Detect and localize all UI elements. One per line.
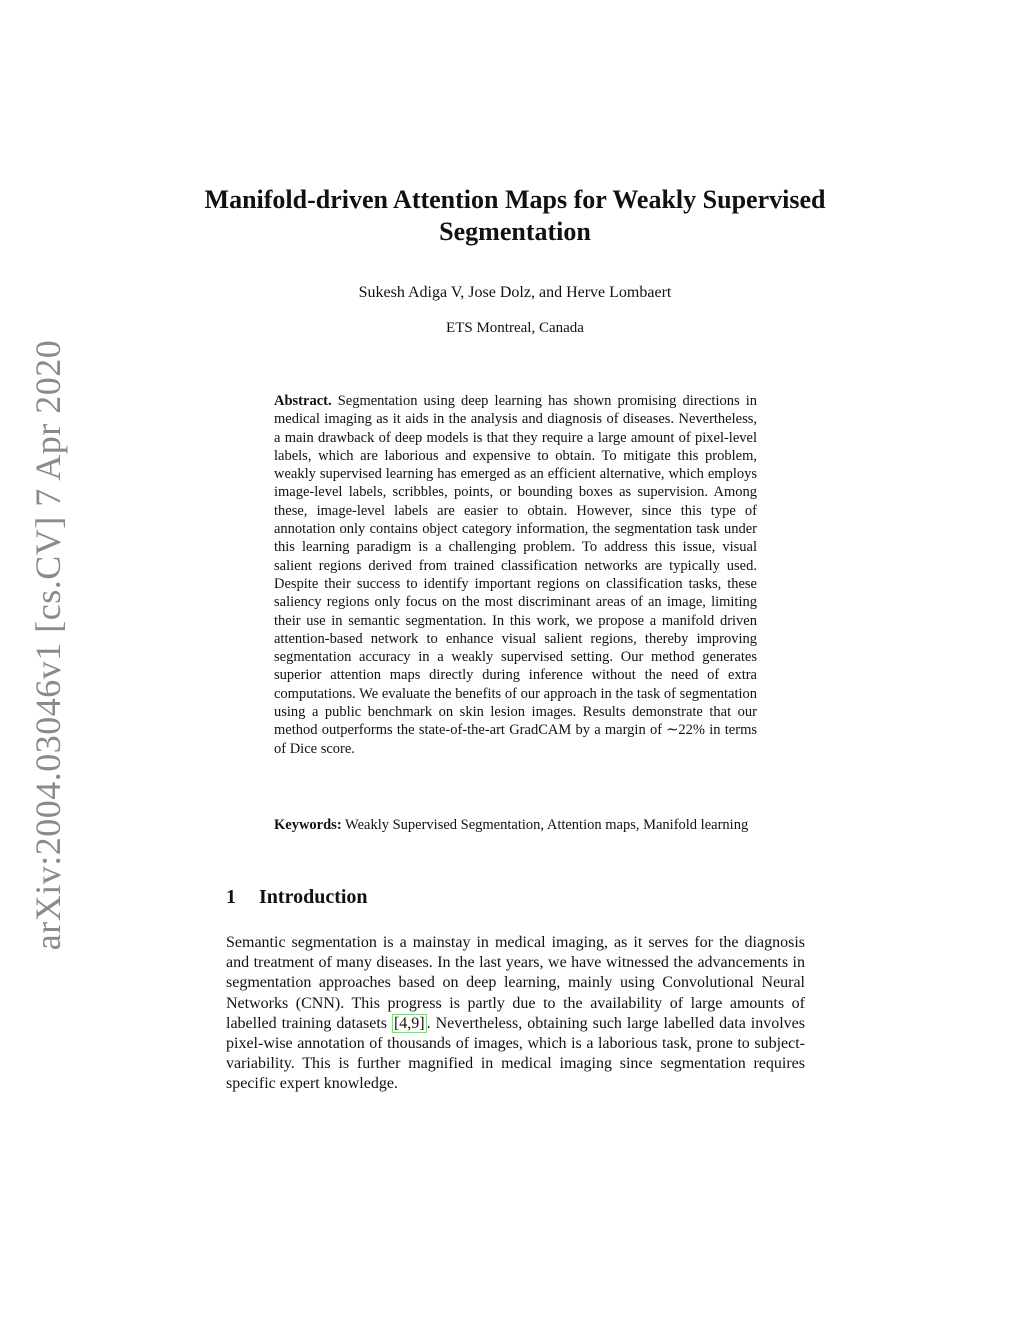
citation-open-bracket: [ xyxy=(393,1014,400,1032)
keywords-label: Keywords: xyxy=(274,817,342,833)
intro-text-part-2: . Nevertheless, obtaining such large labelled data involves pixel-wise annotation of thousands of images, which is a laborious task, prone to subject-variability. This is further magnified in medical imaging since segmentation requires specific expert knowledge. xyxy=(226,1014,805,1093)
paper-affiliation: ETS Montreal, Canada xyxy=(446,320,584,336)
keywords-text: Weakly Supervised Segmentation, Attention maps, Manifold learning xyxy=(345,817,749,833)
citation-separator: , xyxy=(407,1014,412,1032)
paper-title: Manifold-driven Attention Maps for Weakly Supervised Segmentation xyxy=(204,185,826,246)
introduction-paragraph xyxy=(226,933,805,1095)
keywords-paragraph xyxy=(274,816,757,834)
abstract-label: Abstract. xyxy=(274,393,332,409)
section-title: Introduction xyxy=(259,886,368,908)
paper-authors: Sukesh Adiga V, Jose Dolz, and Herve Lombaert xyxy=(358,284,672,301)
section-heading-introduction xyxy=(226,886,368,909)
citation-close-bracket: ] xyxy=(419,1014,425,1032)
section-number: 1 xyxy=(226,886,236,908)
citation-ref-9: 9 xyxy=(411,1014,420,1032)
abstract-text: Segmentation using deep learning has shown promising directions in medical imaging as it aids in the analysis and diagnosis of diseases. Nevertheless, a main drawback of deep models is that they require a large amount of pixel-level labels, which are laborious and expensive to obtain. To mitigate this problem, weakly supervised learning has emerged as an efficient alternative, which employs image-level labels, scribbles, points, or bounding boxes as supervision. Among these, image-level labels are easier to obtain. However, since this type of annotation only contains object category information, the segmentation task under this learning paradigm is a challenging problem. To address this issue, visual salient regions derived from trained classification networks are typically used. Despite their success to identify important regions on classification tasks, these saliency regions only focus on the most discriminant areas of an image, limiting their use in semantic segmentation. In this work, we propose a manifold driven attention-based network to enhance visual salient regions, thereby improving segmentation accuracy in a weakly supervised setting. Our method generates superior attention maps directly during inference without the need of extra computations. We evaluate the benefits of our approach in the task of segmentation using a public benchmark on skin lesion images. Results demonstrate that our method outperforms the state-of-the-art GradCAM by a margin of ∼22% in terms of Dice score. xyxy=(274,393,758,757)
arxiv-identifier-text: arXiv:2004.03046v1 [cs.CV] 7 Apr 2020 xyxy=(28,339,69,951)
citation-link[interactable] xyxy=(392,1014,427,1033)
abstract-paragraph xyxy=(274,392,757,758)
intro-text-part-1: Semantic segmentation is a mainstay in medical imaging, as it serves for the diagnosis and treatment of many diseases. In the last years, we have witnessed the advancements in segmentation approaches based on deep learning, mainly using Convolutional Neural Networks (CNN). This progress is partly due to the availability of large amounts of labelled training datasets xyxy=(226,934,805,1032)
arxiv-identifier-stamp xyxy=(18,339,78,951)
citation-ref-4: 4 xyxy=(399,1014,408,1032)
